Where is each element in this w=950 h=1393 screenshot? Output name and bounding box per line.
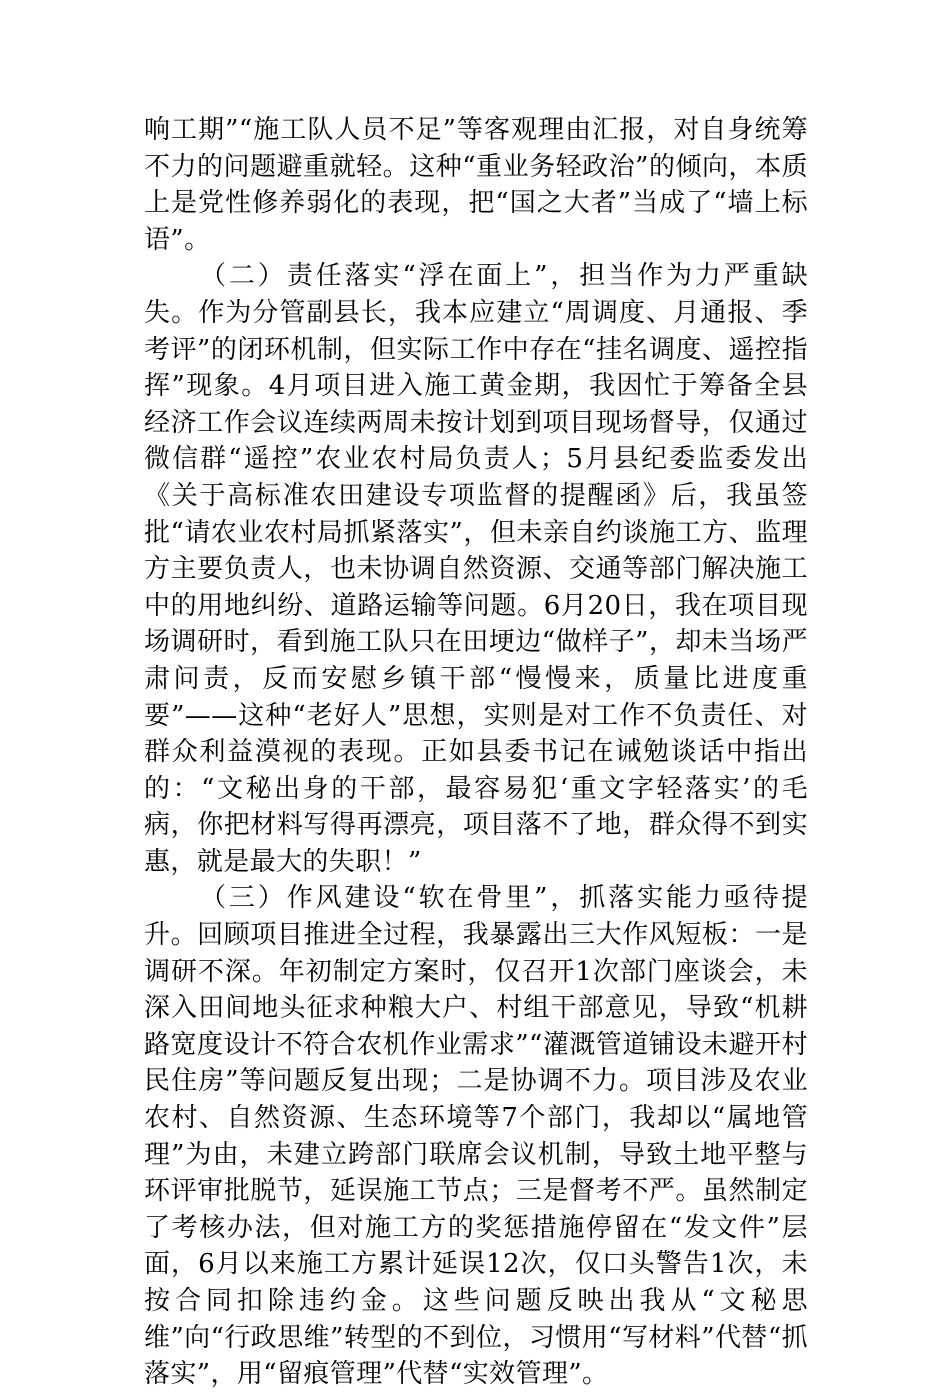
document-body — [144, 112, 808, 1393]
paragraph-section-three: （三）作风建设“软在骨里”，抓落实能力亟待提升。回顾项目推进全过程，我暴露出三大作风短板：一是调研不深。年初制定方案时，仅召开1次部门座谈会，未深入田间地头征求种粮大户、村组干部意见，导致“机耕路宽度设计不符合农机作业需求”“灌溉管道铺设未避开村民住房”等问题反复出现；二是协调不力。项目涉及农业农村、自然资源、生态环境等7个部门，我却以“属地管理”为由，未建立跨部门联席会议机制，导致土地平整与环评审批脱节，延误施工节点；三是督考不严。虽然制定了考核办法，但对施工方的奖惩措施停留在“发文件”层面，6月以来施工方累计延误12次，仅口头警告1次，未按合同扣除违约金。这些问题反映出我从“文秘思维”向“行政思维”转型的不到位，习惯用“写材料”代替“抓落实”，用“留痕管理”代替“实效管理”。 — [144, 883, 808, 1390]
paragraph-section-two: （二）责任落实“浮在面上”，担当作为力严重缺失。作为分管副县长，我本应建立“周调度、月通报、季考评”的闭环机制，但实际工作中存在“挂名调度、遥控指挥”现象。4月项目进入施工黄金期，我因忙于筹备全县经济工作会议连续两周未按计划到项目现场督导，仅通过微信群“遥控”农业农村局负责人；5月县纪委监委发出《关于高标准农田建设专项监督的提醒函》后，我虽签批“请农业农村局抓紧落实”，但未亲自约谈施工方、监理方主要负责人，也未协调自然资源、交通等部门解决施工中的用地纠纷、道路运输等问题。6月20日，我在项目现场调研时，看到施工队只在田埂边“做样子”，却未当场严肃问责，反而安慰乡镇干部“慢慢来，质量比进度重要”——这种“老好人”思想，实则是对工作不负责任、对群众利益漠视的表现。正如县委书记在诫勉谈话中指出的：“文秘出身的干部，最容易犯‘重文字轻落实’的毛病，你把材料写得再漂亮，项目落不了地，群众得不到实惠，就是最大的失职！” — [144, 261, 808, 877]
paragraph-continuation: 响工期”“施工队人员不足”等客观理由汇报，对自身统筹不力的问题避重就轻。这种“重业务轻政治”的倾向，本质上是党性修养弱化的表现，把“国之大者”当成了“墙上标语”。 — [144, 115, 808, 255]
